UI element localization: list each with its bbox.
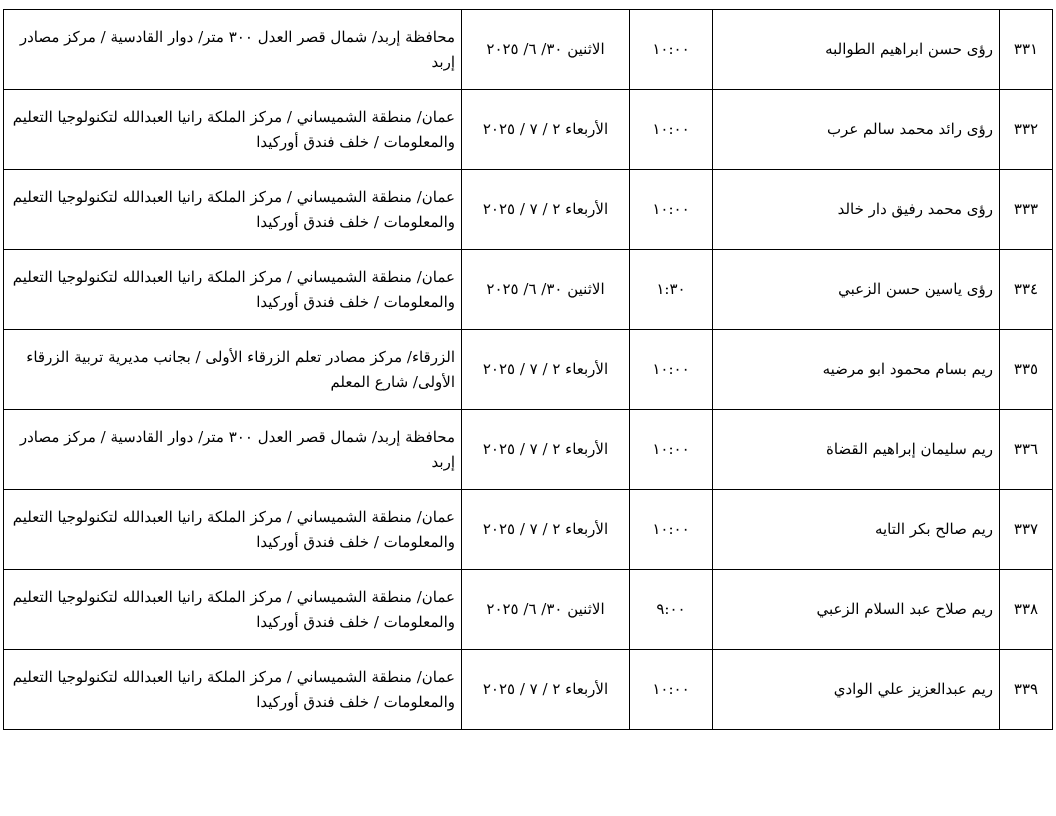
- table-row: [4, 410, 1053, 490]
- row-number: ٣٣٩: [1000, 650, 1053, 730]
- exam-location: عمان/ منطقة الشميساني / مركز الملكة رانيا العبدالله لتكنولوجيا التعليم والمعلومات / خلف فندق أوركيدا: [4, 490, 462, 570]
- exam-date: الأربعاء ٢ / ٧ / ٢٠٢٥: [462, 330, 630, 410]
- table-row: [4, 330, 1053, 410]
- candidate-name: ريم صالح بكر التايه: [713, 490, 1000, 570]
- exam-time: ١٠:٠٠: [630, 490, 713, 570]
- row-number: ٣٣٥: [1000, 330, 1053, 410]
- exam-time: ١٠:٠٠: [630, 650, 713, 730]
- candidate-name: ريم بسام محمود ابو مرضيه: [713, 330, 1000, 410]
- table-row: [4, 90, 1053, 170]
- row-number: ٣٣١: [1000, 10, 1053, 90]
- table-row: [4, 570, 1053, 650]
- exam-location: عمان/ منطقة الشميساني / مركز الملكة رانيا العبدالله لتكنولوجيا التعليم والمعلومات / خلف فندق أوركيدا: [4, 570, 462, 650]
- candidate-name: رؤى ياسين حسن الزعبي: [713, 250, 1000, 330]
- exam-date: الاثنين ٣٠/ ٦/ ٢٠٢٥: [462, 570, 630, 650]
- exam-time: ١٠:٠٠: [630, 330, 713, 410]
- exam-date: الأربعاء ٢ / ٧ / ٢٠٢٥: [462, 490, 630, 570]
- exam-location: محافظة إربد/ شمال قصر العدل ٣٠٠ متر/ دوار القادسية / مركز مصادر إربد: [4, 410, 462, 490]
- row-number: ٣٣٣: [1000, 170, 1053, 250]
- exam-location: محافظة إربد/ شمال قصر العدل ٣٠٠ متر/ دوار القادسية / مركز مصادر إربد: [4, 10, 462, 90]
- row-number: ٣٣٢: [1000, 90, 1053, 170]
- exam-time: ١:٣٠: [630, 250, 713, 330]
- exam-location: عمان/ منطقة الشميساني / مركز الملكة رانيا العبدالله لتكنولوجيا التعليم والمعلومات / خلف فندق أوركيدا: [4, 250, 462, 330]
- exam-location: الزرقاء/ مركز مصادر تعلم الزرقاء الأولى / بجانب مديرية تربية الزرقاء الأولى/ شارع المعلم: [4, 330, 462, 410]
- exam-date: الأربعاء ٢ / ٧ / ٢٠٢٥: [462, 90, 630, 170]
- table-row: [4, 10, 1053, 90]
- exam-date: الاثنين ٣٠/ ٦/ ٢٠٢٥: [462, 10, 630, 90]
- candidate-name: رؤى حسن ابراهيم الطوالبه: [713, 10, 1000, 90]
- exam-time: ٩:٠٠: [630, 570, 713, 650]
- row-number: ٣٣٤: [1000, 250, 1053, 330]
- table-row: [4, 650, 1053, 730]
- exam-time: ١٠:٠٠: [630, 170, 713, 250]
- exam-date: الأربعاء ٢ / ٧ / ٢٠٢٥: [462, 650, 630, 730]
- exam-date: الأربعاء ٢ / ٧ / ٢٠٢٥: [462, 410, 630, 490]
- exam-schedule-table: [3, 9, 1053, 730]
- exam-date: الاثنين ٣٠/ ٦/ ٢٠٢٥: [462, 250, 630, 330]
- exam-time: ١٠:٠٠: [630, 90, 713, 170]
- candidate-name: رؤى محمد رفيق دار خالد: [713, 170, 1000, 250]
- exam-location: عمان/ منطقة الشميساني / مركز الملكة رانيا العبدالله لتكنولوجيا التعليم والمعلومات / خلف فندق أوركيدا: [4, 90, 462, 170]
- table-row: [4, 170, 1053, 250]
- table-row: [4, 250, 1053, 330]
- exam-date: الأربعاء ٢ / ٧ / ٢٠٢٥: [462, 170, 630, 250]
- exam-time: ١٠:٠٠: [630, 410, 713, 490]
- row-number: ٣٣٧: [1000, 490, 1053, 570]
- row-number: ٣٣٨: [1000, 570, 1053, 650]
- candidate-name: رؤى رائد محمد سالم عرب: [713, 90, 1000, 170]
- exam-location: عمان/ منطقة الشميساني / مركز الملكة رانيا العبدالله لتكنولوجيا التعليم والمعلومات / خلف فندق أوركيدا: [4, 650, 462, 730]
- exam-location: عمان/ منطقة الشميساني / مركز الملكة رانيا العبدالله لتكنولوجيا التعليم والمعلومات / خلف فندق أوركيدا: [4, 170, 462, 250]
- candidate-name: ريم عبدالعزيز علي الوادي: [713, 650, 1000, 730]
- candidate-name: ريم صلاح عبد السلام الزعبي: [713, 570, 1000, 650]
- candidate-name: ريم سليمان إبراهيم القضاة: [713, 410, 1000, 490]
- table-body: [4, 10, 1053, 730]
- exam-time: ١٠:٠٠: [630, 10, 713, 90]
- table-row: [4, 490, 1053, 570]
- row-number: ٣٣٦: [1000, 410, 1053, 490]
